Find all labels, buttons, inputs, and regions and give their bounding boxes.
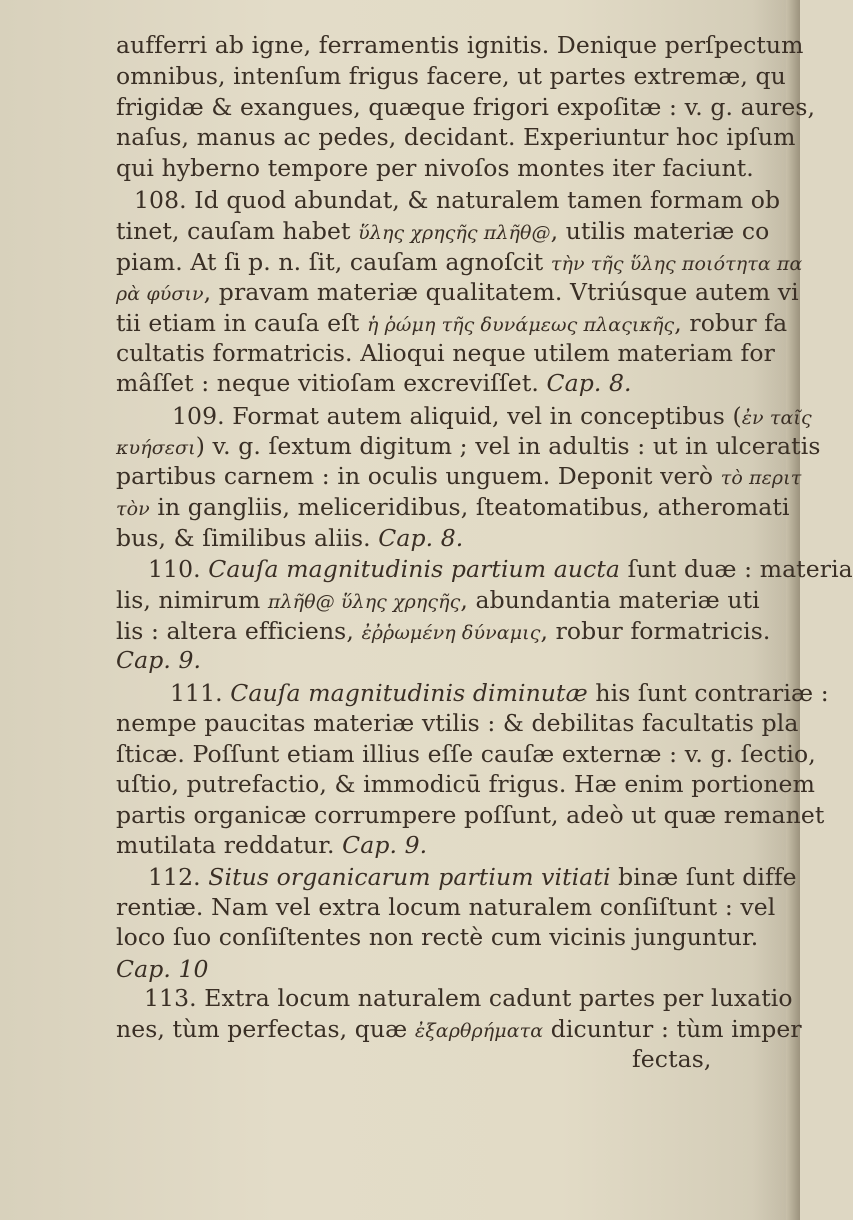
text-line: [116, 153, 790, 183]
text: partibus carnem : in oculis unguem. Deponit verò: [116, 462, 721, 490]
text: aufferri ab igne, ferramentis ignitis. Denique perſpectum: [116, 31, 804, 59]
text: ſunt duæ : materia: [620, 555, 853, 583]
text-line: [116, 30, 804, 60]
text: tii etiam in cauſa eſt: [116, 309, 368, 337]
text-line: [632, 1044, 790, 1074]
line-number: 108.: [134, 186, 187, 214]
italic-text: Cauſa magnitudinis diminutæ: [222, 679, 588, 707]
text: bus, & ſimilibus aliis.: [116, 524, 379, 552]
greek-text: τὸν: [116, 498, 150, 520]
text: qui hyberno tempore per nivoſos montes iter faciunt.: [116, 154, 754, 182]
text-line: [116, 892, 790, 922]
text-line: [116, 216, 790, 248]
text: cultatis formatricis. Alioqui neque utilem materiam for: [116, 339, 775, 367]
greek-text: τὴν τῆς ὕλης ποιότητα πα: [550, 253, 803, 275]
text: , abundantia materiæ uti: [460, 586, 760, 614]
text-line: [116, 431, 821, 463]
text: , utilis materiæ co: [550, 217, 770, 245]
text-line: [134, 185, 790, 215]
line-number: 113.: [144, 984, 197, 1012]
text-line: [116, 308, 790, 340]
greek-text: ἐν ταῖς: [741, 407, 812, 429]
text-line: [116, 523, 790, 553]
line-number: 111.: [170, 679, 223, 707]
greek-text: ὕλης χρηςῆς πλῆθ@: [358, 222, 551, 244]
italic-text: Cap. 9.: [342, 831, 428, 859]
text-line: [148, 862, 797, 892]
text-line: [116, 338, 790, 368]
greek-text: ἐῤῥωμένη δύναμις: [361, 622, 541, 644]
italic-text: Cap. 8.: [378, 524, 464, 552]
greek-text: τὸ περιτ: [720, 467, 802, 489]
italic-text: Situs organicarum partium vitiati: [200, 863, 611, 891]
greek-text: ρὰ φύσιν: [116, 283, 204, 305]
text-line: [116, 800, 825, 830]
text-line: [148, 554, 853, 584]
text: frigidæ & exangues, quæque frigori expoſitæ : v. g. aures,: [116, 93, 816, 121]
text: Id quod abundat, & naturalem tamen formam ob: [186, 186, 781, 214]
text-line: [116, 616, 790, 648]
text: nes, tùm perfectas, quæ: [116, 1015, 415, 1043]
text: ) v. g. ſextum digitum ; vel in adultis : ut in ulceratis: [195, 432, 821, 460]
greek-text: ἡ ῥώμη τῆς δυνάμεως πλαςικῆς: [367, 314, 675, 336]
text: his ſunt contrariæ :: [587, 679, 829, 707]
text: in gangliis, meliceridibus, ſteatomatibus, atheromati: [149, 493, 790, 521]
italic-text: Cap. 8.: [546, 369, 632, 397]
italic-text: Cauſa magnitudinis partium aucta: [200, 555, 621, 583]
text-line: [116, 61, 790, 91]
text: Format autem aliquid, vel in conceptibus (: [224, 402, 742, 430]
text: piam. At ſi p. n. ſit, cauſam agnoſcit: [116, 248, 551, 276]
text-line: [116, 247, 803, 279]
text-line: [170, 678, 829, 708]
text: , robur formatricis.: [540, 617, 771, 645]
text: , pravam materiæ qualitatem. Vtriúsque autem vi: [203, 278, 799, 306]
text-line: [116, 708, 799, 738]
text: omnibus, intenſum frigus facere, ut partes extremæ, qu: [116, 62, 786, 90]
text: mutilata reddatur.: [116, 831, 343, 859]
text-line: [116, 461, 802, 493]
text: lis, nimirum: [116, 586, 268, 614]
text: partis organicæ corrumpere poſſunt, adeò ut quæ remanet: [116, 801, 825, 829]
italic-text: Cap. 10: [116, 955, 209, 983]
text-line: [116, 645, 790, 675]
text: rentiæ. Nam vel extra locum naturalem conſiſtunt : vel: [116, 893, 776, 921]
text-line: [116, 830, 790, 860]
text: binæ ſunt diffe: [610, 863, 797, 891]
text-line: [172, 401, 812, 433]
line-number: 109.: [172, 402, 225, 430]
text-line: [116, 739, 816, 769]
text-line: [116, 492, 790, 524]
text-line: [116, 1014, 802, 1046]
text-line: [116, 585, 790, 617]
text: dicuntur : tùm imper: [543, 1015, 802, 1043]
text: nempe paucitas materiæ vtilis : & debilitas facultatis pla: [116, 709, 799, 737]
text: ſticæ. Poſſunt etiam illius eſſe cauſæ externæ : v. g. ſectio,: [116, 740, 816, 768]
text-line: [116, 92, 816, 122]
text-line: [116, 954, 790, 984]
text-line: [144, 983, 793, 1013]
text-line: [116, 122, 796, 152]
greek-text: πλῆθ@ ὕλης χρηςῆς: [267, 591, 461, 613]
text-line: [116, 922, 790, 952]
text: fectas,: [632, 1045, 712, 1073]
italic-text: Cap. 9.: [116, 646, 202, 674]
text: mâſſet : neque vitioſam excreviſſet.: [116, 369, 547, 397]
line-number: 112.: [148, 863, 201, 891]
text: lis : altera efficiens,: [116, 617, 362, 645]
greek-text: ἐξαρθρήματα: [414, 1020, 544, 1042]
greek-text: κυήσεσι: [116, 437, 196, 459]
text: naſus, manus ac pedes, decidant. Experiuntur hoc ipſum: [116, 123, 796, 151]
text: uſtio, putrefactio, & immodicū frigus. Hæ enim portionem: [116, 770, 815, 798]
text: loco ſuo conſiſtentes non rectè cum vicinis junguntur.: [116, 923, 759, 951]
text: , robur fa: [674, 309, 788, 337]
text: tinet, cauſam habet: [116, 217, 359, 245]
text-line: [116, 368, 790, 398]
text: Extra locum naturalem cadunt partes per luxatio: [196, 984, 793, 1012]
line-number: 110.: [148, 555, 201, 583]
text-line: [116, 277, 799, 309]
text-line: [116, 769, 815, 799]
